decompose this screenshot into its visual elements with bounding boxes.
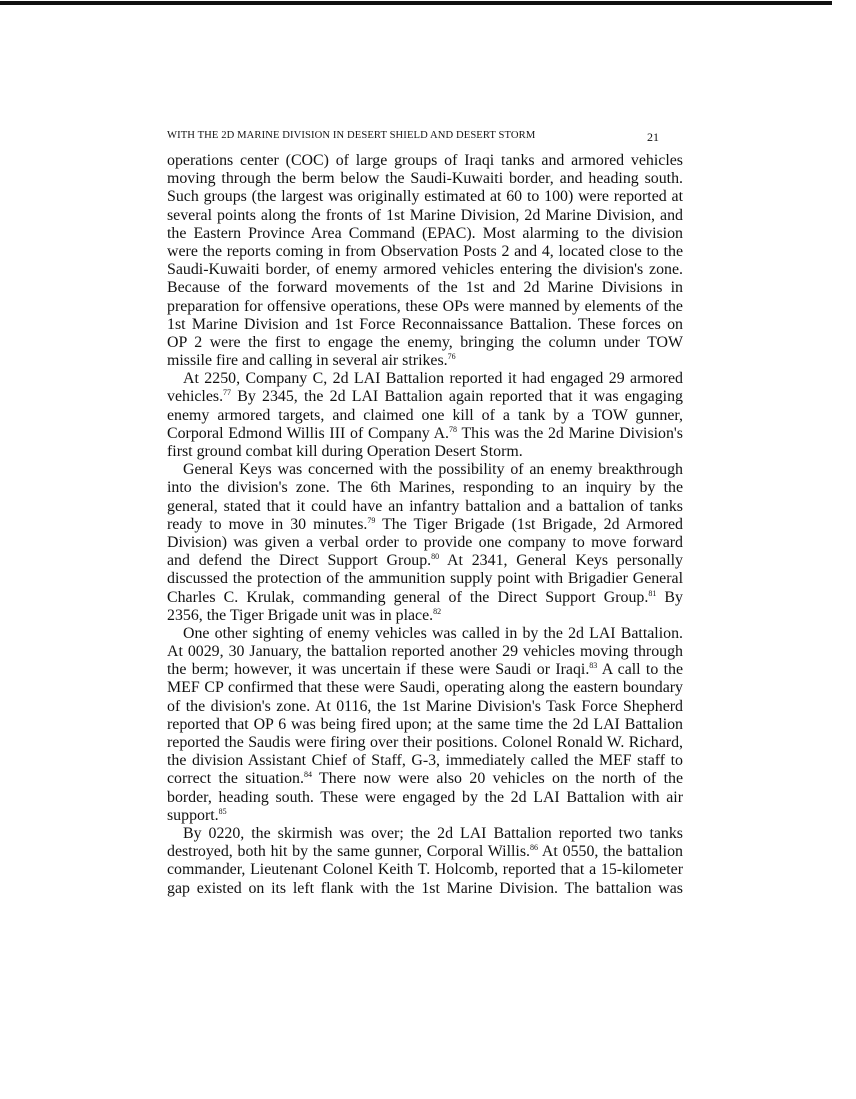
text-line: moving through the berm below the Saudi-Kuwaiti border, and heading south. xyxy=(167,170,683,188)
text-line: reported the Saudis were firing over their positions. Colonel Ronald W. Richard, xyxy=(167,734,683,751)
text-line: and defend the Direct Support Group.$^{80}$ At 2341, General Keys personally xyxy=(167,552,683,570)
text-line: preparation for offensive operations, these OPs were manned by elements of the xyxy=(167,297,683,315)
text-line: Such groups (the largest was originally estimated at 60 to 100) were reported at xyxy=(167,188,683,206)
text-line: the division Assistant Chief of Staff, G-3, immediately called the MEF staff to xyxy=(167,752,683,770)
running-header xyxy=(167,130,659,146)
text-line: missile fire and calling in several air strikes.$^{76}$ xyxy=(167,352,456,370)
text-line: Division) was given a verbal order to provide one company to move forward xyxy=(167,533,683,551)
page-top-border xyxy=(0,1,832,5)
paragraph xyxy=(167,625,683,825)
footnote-ref: 83 xyxy=(589,661,598,671)
paragraph xyxy=(167,461,683,625)
text-line: into the division's zone. The 6th Marines, responding to an inquiry by the xyxy=(167,479,683,497)
footnote-ref: 81 xyxy=(648,588,657,598)
text-line: border, heading south. These were engaged by the 2d LAI Battalion with air xyxy=(167,788,683,806)
text-line: enemy armored targets, and claimed one kill of a tank by a TOW gunner, xyxy=(167,406,683,424)
footnote-ref: 82 xyxy=(433,606,442,616)
page-number: 21 xyxy=(647,130,659,144)
text-line: of the division's zone. At 0116, the 1st Marine Division's Task Force Shepherd xyxy=(167,697,683,715)
text-line: general, stated that it could have an infantry battalion and a battalion of tanks xyxy=(167,497,683,515)
text-line: By 0220, the skirmish was over; the 2d LAI Battalion reported two tanks xyxy=(183,824,683,842)
text-line: MEF CP confirmed that these were Saudi, operating along the eastern boundary xyxy=(167,679,683,697)
paragraph xyxy=(167,825,683,898)
footnote-ref: 78 xyxy=(449,424,458,434)
running-header-title: WITH THE 2D MARINE DIVISION IN DESERT SHIELD AND DESERT STORM xyxy=(167,130,536,141)
text-line: Saudi-Kuwaiti border, of enemy armored vehicles entering the division's zone. xyxy=(167,261,683,279)
text-line: first ground combat kill during Operation Desert Storm. xyxy=(167,443,523,460)
text-line: correct the situation.$^{84}$ There now were also 20 vehicles on the north of the xyxy=(167,770,683,788)
text-line: reported that OP 6 was being fired upon; at the same time the 2d LAI Battalion xyxy=(167,715,683,733)
text-line: support.$^{85}$ xyxy=(167,806,227,824)
footnote-ref: 80 xyxy=(431,552,440,562)
footnote-ref: 84 xyxy=(303,770,312,780)
paragraph xyxy=(167,152,683,370)
footnote-ref: 86 xyxy=(530,843,538,853)
text-line: At 2250, Company C, 2d LAI Battalion reported it had engaged 29 armored xyxy=(183,370,683,388)
text-line: discussed the protection of the ammunition supply point with Brigadier General xyxy=(167,570,683,588)
text-line: 1st Marine Division and 1st Force Reconnaissance Battalion. These forces on xyxy=(167,315,683,333)
text-line: At 0029, 30 January, the battalion reported another 29 vehicles moving through xyxy=(167,643,683,661)
text-line: ready to move in 30 minutes.$^{79}$ The Tiger Brigade (1st Brigade, 2d Armored xyxy=(167,515,683,533)
footnote-ref: 77 xyxy=(223,388,232,398)
footnote-ref: 76 xyxy=(447,352,456,362)
text-line: vehicles.$^{77}$ By 2345, the 2d LAI Battalion again reported that it was engaging xyxy=(167,388,683,406)
text-line: destroyed, both hit by the same gunner, Corporal Willis.$^{86}$ At 0550, the battalion xyxy=(167,843,683,861)
text-line: OP 2 were the first to engage the enemy, bringing the column under TOW xyxy=(167,333,683,351)
text-line: One other sighting of enemy vehicles was called in by the 2d LAI Battalion. xyxy=(183,624,683,642)
text-line: Because of the forward movements of the 1st and 2d Marine Divisions in xyxy=(167,279,683,297)
text-line: were the reports coming in from Observation Posts 2 and 4, located close to the xyxy=(167,242,683,260)
text-line: gap existed on its left flank with the 1st Marine Division. The battalion was xyxy=(167,879,683,897)
paragraph xyxy=(167,370,683,461)
text-line: 2356, the Tiger Brigade unit was in place.$^{82}$ xyxy=(167,606,442,624)
text-line: operations center (COC) of large groups of Iraqi tanks and armored vehicles xyxy=(167,152,683,169)
body-text xyxy=(167,152,683,898)
text-line: commander, Lieutenant Colonel Keith T. Holcomb, reported that a 15-kilometer xyxy=(167,861,683,879)
text-line: the berm; however, it was uncertain if these were Saudi or Iraqi.$^{83}$ A call to the xyxy=(167,661,683,679)
text-line: Corporal Edmond Willis III of Company A.$^{78}$ This was the 2d Marine Division's xyxy=(167,424,683,442)
footnote-ref: 79 xyxy=(367,515,376,525)
footnote-ref: 85 xyxy=(218,806,227,816)
text-line: Charles C. Krulak, commanding general of the Direct Support Group.$^{81}$ By xyxy=(167,588,683,606)
text-line: General Keys was concerned with the possibility of an enemy breakthrough xyxy=(183,461,683,479)
text-line: the Eastern Province Area Command (EPAC). Most alarming to the division xyxy=(167,224,683,242)
text-line: several points along the fronts of 1st Marine Division, 2d Marine Division, and xyxy=(167,206,683,224)
